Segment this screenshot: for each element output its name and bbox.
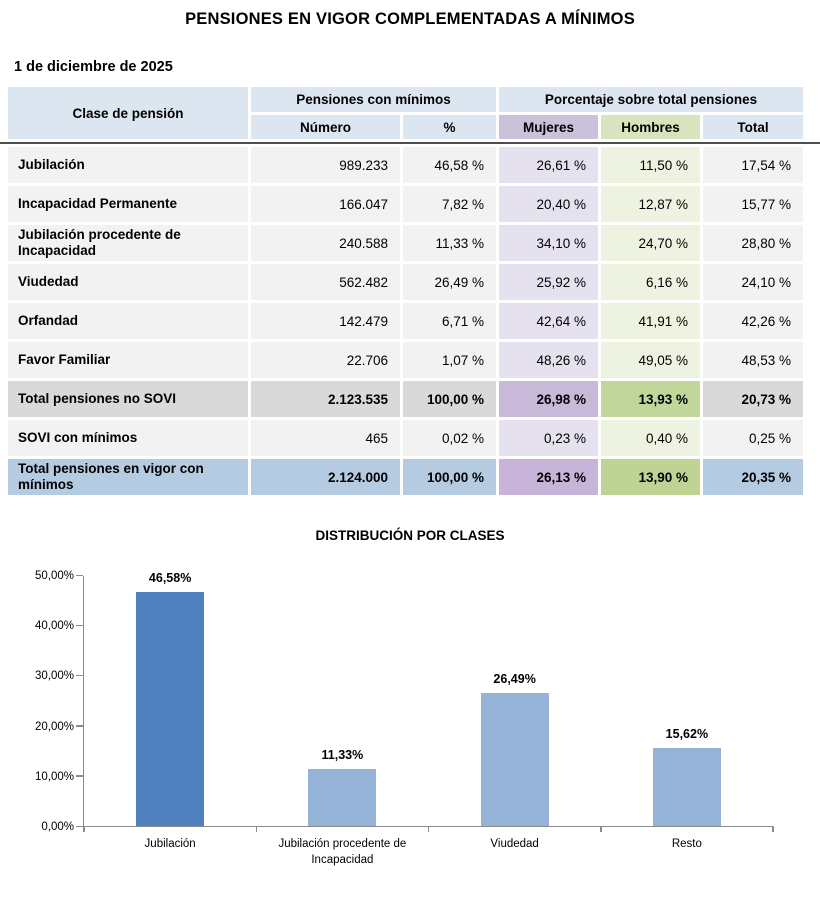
cell-total: 0,25 % (703, 420, 803, 456)
cell-pct: 11,33 % (403, 225, 496, 261)
x-axis-tick (600, 826, 602, 832)
pension-table-header (5, 84, 806, 142)
cell-pct: 26,49 % (403, 264, 496, 300)
y-tick-label: 40,00% (34, 620, 74, 633)
cell-numero: 240.588 (251, 225, 400, 261)
cell-total: 48,53 % (703, 342, 803, 378)
y-tick-label: 50,00% (34, 570, 74, 582)
y-tick-label: 20,00% (34, 720, 74, 733)
y-axis-tick (76, 725, 83, 727)
cell-mujeres: 25,92 % (499, 264, 598, 300)
subheader-hombres: Hombres (601, 115, 700, 139)
cell-numero: 166.047 (251, 186, 400, 222)
chart-title: DISTRIBUCIÓN POR CLASES (315, 528, 505, 543)
row-label: Jubilación (8, 147, 248, 183)
pension-table-body (5, 144, 806, 498)
y-axis-tick (76, 575, 83, 577)
bar-chart-plot-area (34, 570, 772, 866)
bar-4 (653, 748, 721, 826)
cell-total: 24,10 % (703, 264, 803, 300)
cell-numero: 142.479 (251, 303, 400, 339)
table-row (8, 381, 803, 417)
bar-value-label: 26,49% (493, 672, 536, 687)
table-row (8, 303, 803, 339)
cell-numero: 989.233 (251, 147, 400, 183)
cell-mujeres: 26,13 % (499, 459, 598, 495)
cell-numero: 562.482 (251, 264, 400, 300)
pension-table-rows (8, 147, 803, 495)
row-label: Total pensiones en vigor con mínimos (8, 459, 248, 495)
cell-hombres: 12,87 % (601, 186, 700, 222)
bar-3 (481, 693, 549, 826)
row-label: SOVI con mínimos (8, 420, 248, 456)
cell-pct: 6,71 % (403, 303, 496, 339)
cell-total: 42,26 % (703, 303, 803, 339)
cell-mujeres: 26,61 % (499, 147, 598, 183)
cell-pct: 100,00 % (403, 381, 496, 417)
cell-mujeres: 0,23 % (499, 420, 598, 456)
x-axis-tick (256, 826, 258, 832)
x-tick-label: Jubilación procedente de Incapacidad (278, 838, 407, 866)
y-axis-tick (76, 826, 83, 828)
pension-table-wrap (5, 84, 806, 498)
x-tick-label: Resto (671, 838, 702, 850)
cell-hombres: 6,16 % (601, 264, 700, 300)
cell-hombres: 13,90 % (601, 459, 700, 495)
distribution-chart (0, 528, 820, 866)
cell-total: 20,35 % (703, 459, 803, 495)
cell-total: 15,77 % (703, 186, 803, 222)
bar-value-label: 11,33% (321, 748, 364, 763)
cell-pct: 1,07 % (403, 342, 496, 378)
bar-2 (308, 769, 376, 826)
cell-mujeres: 42,64 % (499, 303, 598, 339)
bar-1 (136, 592, 204, 826)
row-label: Total pensiones no SOVI (8, 381, 248, 417)
y-axis-tick (76, 775, 83, 777)
cell-total: 28,80 % (703, 225, 803, 261)
cell-pct: 0,02 % (403, 420, 496, 456)
table-row (8, 225, 803, 261)
x-tick-label: Jubilación (144, 838, 196, 850)
subheader-pct: % (403, 115, 496, 139)
bar-value-label: 46,58% (148, 571, 192, 586)
row-label: Favor Familiar (8, 342, 248, 378)
y-tick-label: 10,00% (34, 770, 74, 783)
cell-mujeres: 26,98 % (499, 381, 598, 417)
cell-numero: 2.124.000 (251, 459, 400, 495)
report-date: 1 de diciembre de 2025 (14, 59, 173, 75)
cell-mujeres: 34,10 % (499, 225, 598, 261)
cell-hombres: 49,05 % (601, 342, 700, 378)
cell-hombres: 24,70 % (601, 225, 700, 261)
cell-numero: 465 (251, 420, 400, 456)
cell-hombres: 41,91 % (601, 303, 700, 339)
x-axis-tick (428, 826, 430, 832)
cell-pct: 100,00 % (403, 459, 496, 495)
table-row (8, 186, 803, 222)
cell-hombres: 13,93 % (601, 381, 700, 417)
cell-numero: 22.706 (251, 342, 400, 378)
col-header-clase-de-pension: Clase de pensión (8, 87, 248, 139)
x-tick-label: Viudedad (490, 838, 539, 850)
cell-mujeres: 20,40 % (499, 186, 598, 222)
table-row (8, 420, 803, 456)
subheader-total: Total (703, 115, 803, 139)
row-label: Incapacidad Permanente (8, 186, 248, 222)
x-axis-tick (772, 826, 774, 832)
row-label: Jubilación procedente de Incapacidad (8, 225, 248, 261)
table-row (8, 459, 803, 495)
y-axis-tick (76, 675, 83, 677)
y-tick-label: 0,00% (41, 821, 74, 833)
subheader-mujeres: Mujeres (499, 115, 598, 139)
row-label: Orfandad (8, 303, 248, 339)
cell-numero: 2.123.535 (251, 381, 400, 417)
cell-hombres: 11,50 % (601, 147, 700, 183)
cell-hombres: 0,40 % (601, 420, 700, 456)
y-tick-label: 30,00% (34, 670, 74, 683)
subheader-numero: Número (251, 115, 400, 139)
cell-pct: 7,82 % (403, 186, 496, 222)
group-header-porcentaje-total: Porcentaje sobre total pensiones (499, 87, 803, 112)
table-row (8, 342, 803, 378)
cell-pct: 46,58 % (403, 147, 496, 183)
cell-total: 17,54 % (703, 147, 803, 183)
page-title: PENSIONES EN VIGOR COMPLEMENTADAS A MÍNIMOS (185, 10, 635, 28)
row-label: Viudedad (8, 264, 248, 300)
cell-total: 20,73 % (703, 381, 803, 417)
table-row (8, 264, 803, 300)
cell-mujeres: 48,26 % (499, 342, 598, 378)
x-axis-tick (83, 826, 85, 832)
bar-value-label: 15,62% (665, 726, 709, 741)
group-header-pensiones-con-minimos: Pensiones con mínimos (251, 87, 496, 112)
y-axis-tick (76, 625, 83, 627)
table-row (8, 147, 803, 183)
